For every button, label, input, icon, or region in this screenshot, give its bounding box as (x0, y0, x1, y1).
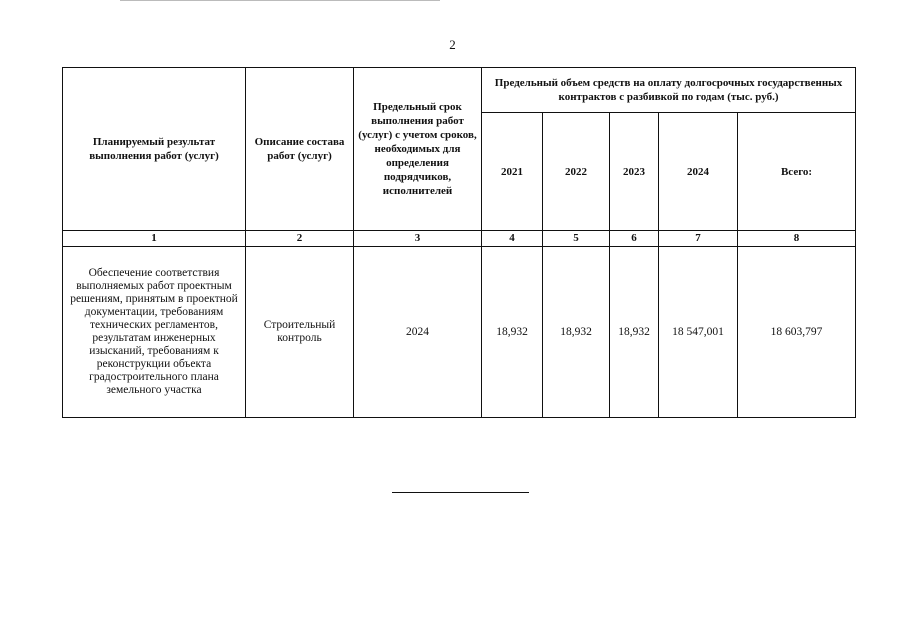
column-number: 7 (659, 231, 738, 247)
column-number: 3 (354, 231, 482, 247)
header-deadline: Предельный срок выполнения работ (услуг) с учетом сроков, необходимых для определения подрядчиков, исполнителей (354, 68, 482, 231)
page-number: 2 (449, 37, 456, 52)
header-total: Всего: (738, 113, 856, 231)
header-planned-result: Планируемый результат выполнения работ (услуг) (63, 68, 246, 231)
column-number: 8 (738, 231, 856, 247)
scan-top-edge-line (120, 0, 440, 1)
cell-amount-2024: 18 547,001 (659, 247, 738, 418)
column-number: 1 (63, 231, 246, 247)
cell-amount-2023: 18,932 (610, 247, 659, 418)
header-year-2022: 2022 (543, 113, 610, 231)
cell-planned-result: Обеспечение соответствия выполняемых работ проектным решениям, принятым в проектной документации, требованиям технических регламентов, результатам инженерных изысканий, требованиям к реконструкции объекта градостроительного плана земельного участка (63, 247, 246, 418)
column-number: 5 (543, 231, 610, 247)
column-number-row (63, 231, 856, 247)
budget-table (62, 67, 856, 418)
header-year-2024: 2024 (659, 113, 738, 231)
column-number: 2 (246, 231, 354, 247)
header-year-2023: 2023 (610, 113, 659, 231)
header-funding-limit: Предельный объем средств на оплату долгосрочных государственных контрактов с разбивкой по годам (тыс. руб.) (482, 68, 856, 113)
table-row (63, 247, 856, 418)
header-year-2021: 2021 (482, 113, 543, 231)
closing-rule-line (392, 492, 529, 493)
cell-amount-2022: 18,932 (543, 247, 610, 418)
header-work-description: Описание состава работ (услуг) (246, 68, 354, 231)
column-number: 6 (610, 231, 659, 247)
cell-amount-total: 18 603,797 (738, 247, 856, 418)
cell-amount-2021: 18,932 (482, 247, 543, 418)
cell-work-description: Строительный контроль (246, 247, 354, 418)
cell-deadline: 2024 (354, 247, 482, 418)
column-number: 4 (482, 231, 543, 247)
